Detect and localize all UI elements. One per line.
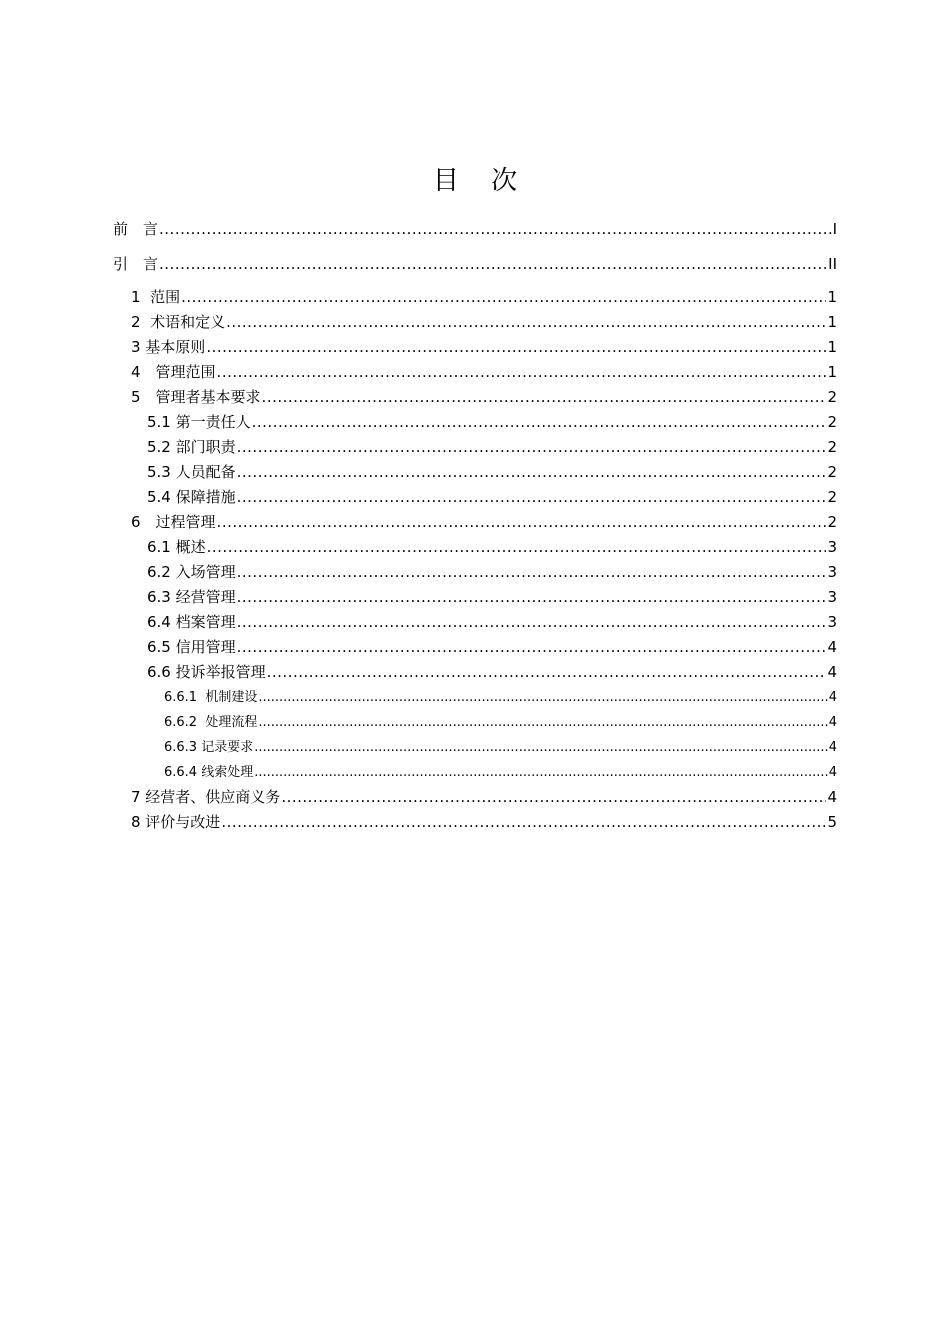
toc-entry-page: II bbox=[828, 255, 837, 273]
dot-leader bbox=[258, 685, 827, 710]
toc-entry-page: 2 bbox=[827, 438, 837, 456]
toc-entry-page: 2 bbox=[827, 513, 837, 531]
toc-entry[interactable] bbox=[113, 460, 837, 485]
dot-leader bbox=[217, 360, 827, 385]
toc-entry-title: 6.6.3 记录要求 bbox=[164, 740, 254, 755]
dot-leader bbox=[217, 510, 827, 535]
toc-entry-title: 6 过程管理 bbox=[131, 513, 216, 531]
dot-leader bbox=[258, 710, 827, 735]
toc-entry-page: I bbox=[832, 220, 837, 238]
toc-entry[interactable] bbox=[113, 217, 837, 252]
toc-entry-title: 5.1 第一责任人 bbox=[147, 413, 251, 431]
toc-entry-title: 1 范围 bbox=[131, 288, 181, 306]
dot-leader bbox=[237, 560, 827, 585]
toc-entry[interactable] bbox=[113, 335, 837, 360]
toc-entry-page: 4 bbox=[827, 663, 837, 681]
dot-leader bbox=[267, 660, 827, 685]
toc-entry-page: 4 bbox=[828, 715, 837, 730]
toc-entry[interactable] bbox=[113, 660, 837, 685]
toc-entry-page: 3 bbox=[827, 538, 837, 556]
toc-entry[interactable] bbox=[113, 410, 837, 435]
toc-entry-page: 2 bbox=[827, 488, 837, 506]
toc-entry-page: 4 bbox=[827, 788, 837, 806]
toc-entry-title: 6.1 概述 bbox=[147, 538, 206, 556]
toc-entry-title: 6.5 信用管理 bbox=[147, 638, 236, 656]
toc-entry-title: 3 基本原则 bbox=[131, 338, 206, 356]
toc-entry-title: 8 评价与改进 bbox=[131, 813, 221, 831]
toc-entry[interactable] bbox=[113, 710, 837, 735]
toc-entry-page: 1 bbox=[827, 288, 837, 306]
dot-leader bbox=[254, 735, 828, 760]
toc-entry-title: 6.6 投诉举报管理 bbox=[147, 663, 266, 681]
dot-leader bbox=[237, 610, 827, 635]
dot-leader bbox=[207, 535, 827, 560]
toc-entry-title: 6.4 档案管理 bbox=[147, 613, 236, 631]
toc-title: 目 次 bbox=[432, 166, 530, 196]
toc-entry-page: 4 bbox=[828, 690, 837, 705]
toc-entry[interactable] bbox=[113, 510, 837, 535]
dot-leader bbox=[159, 217, 832, 242]
dot-leader bbox=[226, 310, 826, 335]
toc-entry[interactable] bbox=[113, 435, 837, 460]
dot-leader bbox=[206, 335, 826, 360]
table-of-contents bbox=[113, 217, 837, 835]
dot-leader bbox=[237, 635, 827, 660]
toc-entry-title: 5.4 保障措施 bbox=[147, 488, 236, 506]
toc-entry[interactable] bbox=[113, 485, 837, 510]
toc-entry[interactable] bbox=[113, 635, 837, 660]
toc-entry-title: 6.3 经营管理 bbox=[147, 588, 236, 606]
dot-leader bbox=[221, 810, 826, 835]
toc-entry-page: 4 bbox=[828, 740, 837, 755]
toc-entry-title: 5 管理者基本要求 bbox=[131, 388, 261, 406]
toc-entry-page: 2 bbox=[827, 388, 837, 406]
toc-entry-page: 1 bbox=[827, 313, 837, 331]
toc-entry[interactable] bbox=[113, 385, 837, 410]
dot-leader bbox=[237, 485, 827, 510]
toc-entry-page: 2 bbox=[827, 463, 837, 481]
toc-entry-page: 3 bbox=[827, 563, 837, 581]
dot-leader bbox=[159, 252, 827, 277]
toc-entry[interactable] bbox=[113, 285, 837, 310]
toc-entry-page: 3 bbox=[827, 588, 837, 606]
toc-entry-page: 3 bbox=[827, 613, 837, 631]
dot-leader bbox=[237, 435, 827, 460]
toc-entry-page: 2 bbox=[827, 413, 837, 431]
toc-entry-page: 4 bbox=[828, 765, 837, 780]
toc-entry-title: 6.6.2 处理流程 bbox=[164, 715, 258, 730]
toc-entry[interactable] bbox=[113, 535, 837, 560]
dot-leader bbox=[181, 285, 826, 310]
dot-leader bbox=[252, 410, 827, 435]
toc-entry[interactable] bbox=[113, 252, 837, 285]
toc-entry[interactable] bbox=[113, 585, 837, 610]
toc-entry-title: 前 言 bbox=[113, 220, 159, 238]
dot-leader bbox=[281, 785, 826, 810]
toc-entry-title: 6.6.1 机制建设 bbox=[164, 690, 258, 705]
toc-entry-page: 4 bbox=[827, 638, 837, 656]
toc-entry[interactable] bbox=[113, 785, 837, 810]
dot-leader bbox=[262, 385, 827, 410]
toc-entry[interactable] bbox=[113, 360, 837, 385]
toc-entry-page: 1 bbox=[827, 338, 837, 356]
toc-entry-title: 引 言 bbox=[113, 255, 159, 273]
toc-entry-title: 7 经营者、供应商义务 bbox=[131, 788, 281, 806]
toc-entry-title: 4 管理范围 bbox=[131, 363, 216, 381]
toc-entry-title: 5.2 部门职责 bbox=[147, 438, 236, 456]
toc-entry-title: 6.2 入场管理 bbox=[147, 563, 236, 581]
toc-entry[interactable] bbox=[113, 610, 837, 635]
toc-entry-page: 5 bbox=[827, 813, 837, 831]
toc-entry[interactable] bbox=[113, 560, 837, 585]
dot-leader bbox=[254, 760, 828, 785]
toc-entry-page: 1 bbox=[827, 363, 837, 381]
toc-entry[interactable] bbox=[113, 760, 837, 785]
toc-entry[interactable] bbox=[113, 310, 837, 335]
dot-leader bbox=[237, 585, 827, 610]
toc-entry-title: 5.3 人员配备 bbox=[147, 463, 236, 481]
toc-entry-title: 2 术语和定义 bbox=[131, 313, 226, 331]
dot-leader bbox=[237, 460, 827, 485]
toc-entry[interactable] bbox=[113, 685, 837, 710]
toc-entry[interactable] bbox=[113, 810, 837, 835]
toc-entry-title: 6.6.4 线索处理 bbox=[164, 765, 254, 780]
toc-entry[interactable] bbox=[113, 735, 837, 760]
